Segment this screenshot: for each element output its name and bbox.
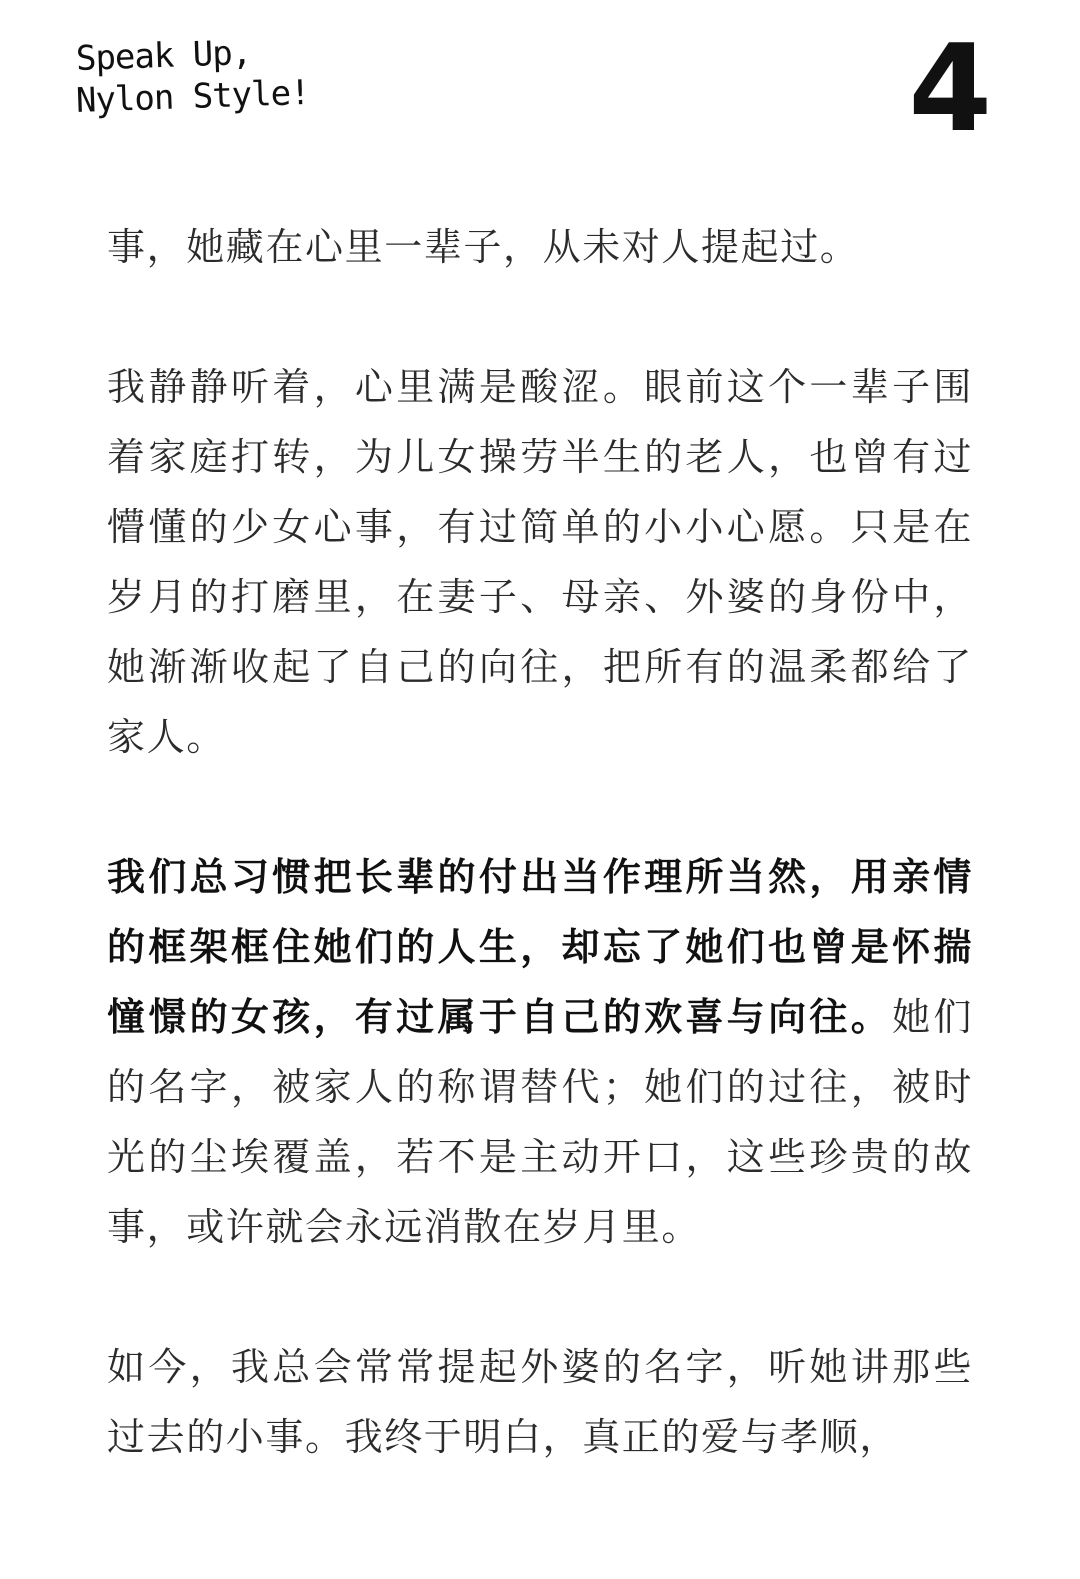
paragraph-1: 事，她藏在心里一辈子，从未对人提起过。 [107,225,860,269]
paragraph-3-rest: 她们的名字，被家人的称谓替代；她们的过往，被时光的尘埃覆盖，若不是主动开口，这些珍贵的故事，或许就会永远消散在岁月里。 [107,995,973,1249]
brand-line-1: Speak Up, [75,32,252,79]
article-body [107,212,973,1472]
paragraph-4: 如今，我总会常常提起外婆的名字，听她讲那些过去的小事。我终于明白，真正的爱与孝顺， [107,1345,973,1459]
paragraph-3-emphasis: 我们总习惯把长辈的付出当作理所当然，用亲情的框架框住她们的人生，却忘了她们也曾是怀揣憧憬的女孩，有过属于自己的欢喜与向往。 [107,855,973,1039]
brand-line-2: Nylon Style! [75,72,311,121]
paragraph-3 [107,842,973,1262]
paragraph-2: 我静静听着，心里满是酸涩。眼前这个一辈子围着家庭打转，为儿女操劳半生的老人，也曾有过懵懂的少女心事，有过简单的小小心愿。只是在岁月的打磨里，在妻子、母亲、外婆的身份中，她渐渐收起了自己的向往，把所有的温柔都给了家人。 [107,365,973,759]
brand-logo [75,32,311,121]
page-number: 4 [908,20,992,159]
